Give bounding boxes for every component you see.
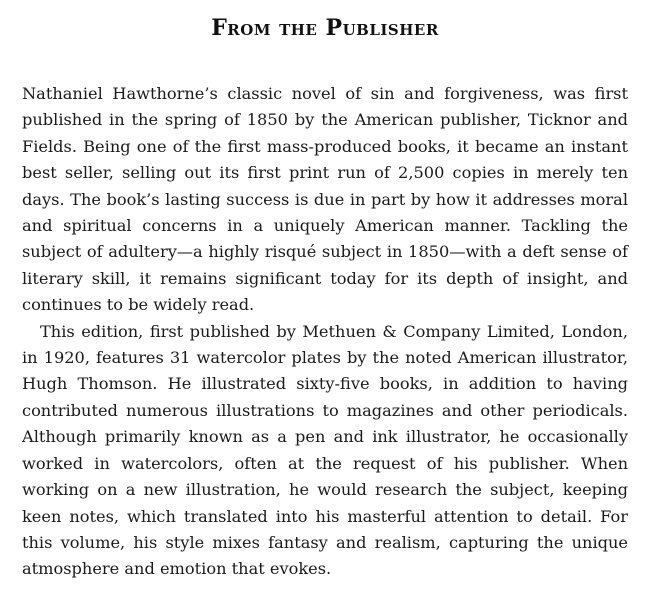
publisher-note-page	[22, 0, 628, 583]
body-text	[22, 81, 628, 583]
paragraph-2: This edition, first published by Methuen & Company Limited, London, in 1920, features 31 watercolor plates by the noted American illustrator, Hugh Thomson. He illustrated sixty-five books, in addition to having contributed numerous illustrations to magazines and other periodicals. Although primarily known as a pen and ink illustrator, he occasionally worked in watercolors, often at the request of his publisher. When working on a new illustration, he would research the subject, keeping keen notes, which translated into his masterful attention to detail. For this volume, his style mixes fantasy and realism, capturing the unique atmosphere and emotion that evokes.	[22, 321, 628, 579]
page-title: From the Publisher	[211, 15, 439, 41]
paragraph-1: Nathaniel Hawthorne’s classic novel of sin and forgiveness, was first published in the spring of 1850 by the American publisher, Ticknor and Fields. Being one of the first mass-produced books, it became an instant best seller, selling out its first print run of 2,500 copies in merely ten days. The book’s lasting success is due in part by how it addresses moral and spiritual concerns in a uniquely American manner. Tackling the subject of adultery—a highly risqué subject in 1850—with a deft sense of literary skill, it remains significant today for its depth of insight, and continues to be widely read.	[22, 84, 628, 315]
